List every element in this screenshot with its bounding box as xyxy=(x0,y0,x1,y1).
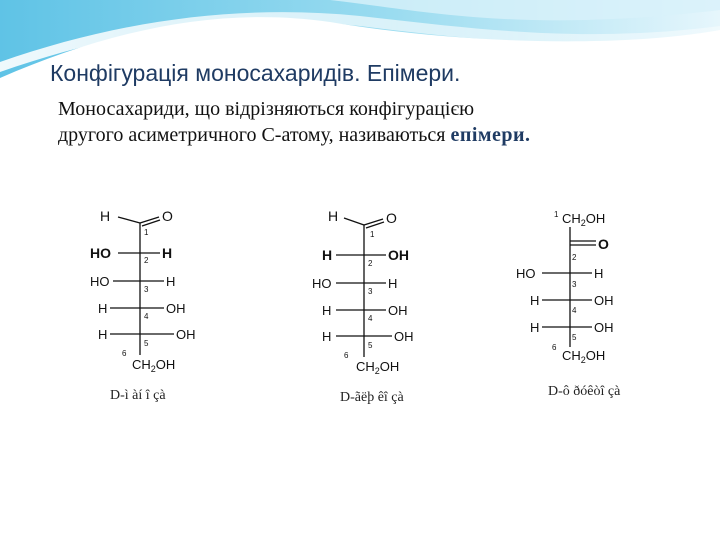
structure-3-caption: D-ô ðóêòî çà xyxy=(548,384,621,399)
slide-body-text xyxy=(58,96,698,148)
c4-right-group: OH xyxy=(388,303,408,318)
c2-right-group: OH xyxy=(388,247,409,263)
c3-left-group: HO xyxy=(516,266,536,281)
bond-c1-h xyxy=(344,218,364,225)
carbon-number-4: 4 xyxy=(572,306,577,315)
c1-group: $CH_2OH$ xyxy=(562,211,606,228)
fischer-projection-2-svg xyxy=(308,205,458,385)
carbon-number-6: 6 xyxy=(122,349,127,358)
c5-left-group: H xyxy=(530,320,540,335)
c6-group: $CH_2OH$ xyxy=(562,348,606,365)
c3-right-group: H xyxy=(166,274,176,289)
carbon-number-5: 5 xyxy=(144,339,149,348)
carbon-number-3: 3 xyxy=(368,287,373,296)
aldehyde-h: H xyxy=(328,208,339,224)
fischer-projection-3-svg xyxy=(512,205,662,385)
carbon-number-5: 5 xyxy=(572,333,577,342)
c5-left-group: H xyxy=(98,327,108,342)
header-decoration xyxy=(0,0,720,110)
bond-c1-h xyxy=(118,217,140,223)
c3-left-group: HO xyxy=(312,276,332,291)
c2-left-group: H xyxy=(322,247,333,263)
carbon-number-2: 2 xyxy=(572,253,577,262)
c2-right-group: H xyxy=(162,245,173,261)
c4-right-group: OH xyxy=(166,301,186,316)
carbon-number-1: 1 xyxy=(554,210,559,219)
c4-left-group: H xyxy=(322,303,332,318)
c6-group: $CH_2OH$ xyxy=(132,357,176,374)
aldehyde-o: O xyxy=(386,210,397,226)
carbon-number-3: 3 xyxy=(572,280,577,289)
carbon-number-2: 2 xyxy=(144,256,149,265)
fischer-structure-3 xyxy=(512,205,662,385)
aldehyde-h: H xyxy=(100,208,111,224)
bond-c1-o xyxy=(140,217,159,223)
c5-right-group: OH xyxy=(594,320,614,335)
structure-1-caption: D-ì àí î çà xyxy=(110,388,166,403)
fischer-structure-2 xyxy=(308,205,458,385)
carbon-number-1: 1 xyxy=(370,230,375,239)
body-line-2 xyxy=(58,122,698,148)
fischer-structure-1 xyxy=(80,205,230,385)
fischer-projection-1-svg xyxy=(80,205,230,385)
c3-right-group: H xyxy=(594,266,604,281)
bond-c1-o xyxy=(364,219,383,225)
aldehyde-o: O xyxy=(162,208,173,224)
c3-left-group: HO xyxy=(90,274,110,289)
c3-right-group: H xyxy=(388,276,398,291)
c4-left-group: H xyxy=(98,301,108,316)
c5-right-group: OH xyxy=(176,327,196,342)
keto-o: O xyxy=(598,236,609,252)
carbon-number-5: 5 xyxy=(368,341,373,350)
body-line-1: Моносахариди, що відрізняються конфігурацією xyxy=(58,98,475,120)
carbon-number-4: 4 xyxy=(144,312,149,321)
c6-group: $CH_2OH$ xyxy=(356,359,400,376)
c2-left-group: HO xyxy=(90,245,111,261)
epimer-term: епімери. xyxy=(450,124,531,146)
structure-2-caption: D-ãëþ êî çà xyxy=(340,390,404,405)
slide-title: Конфігурація моносахаридів. Епімери. xyxy=(50,60,461,86)
carbon-number-6: 6 xyxy=(552,343,557,352)
c5-left-group: H xyxy=(322,329,332,344)
carbon-number-2: 2 xyxy=(368,259,373,268)
body-line-2-text: другого асиметричного С-атому, називаються xyxy=(58,124,451,146)
c4-left-group: H xyxy=(530,293,540,308)
carbon-number-6: 6 xyxy=(344,351,349,360)
carbon-number-4: 4 xyxy=(368,314,373,323)
c5-right-group: OH xyxy=(394,329,414,344)
carbon-number-1: 1 xyxy=(144,228,149,237)
c4-right-group: OH xyxy=(594,293,614,308)
carbon-number-3: 3 xyxy=(144,285,149,294)
